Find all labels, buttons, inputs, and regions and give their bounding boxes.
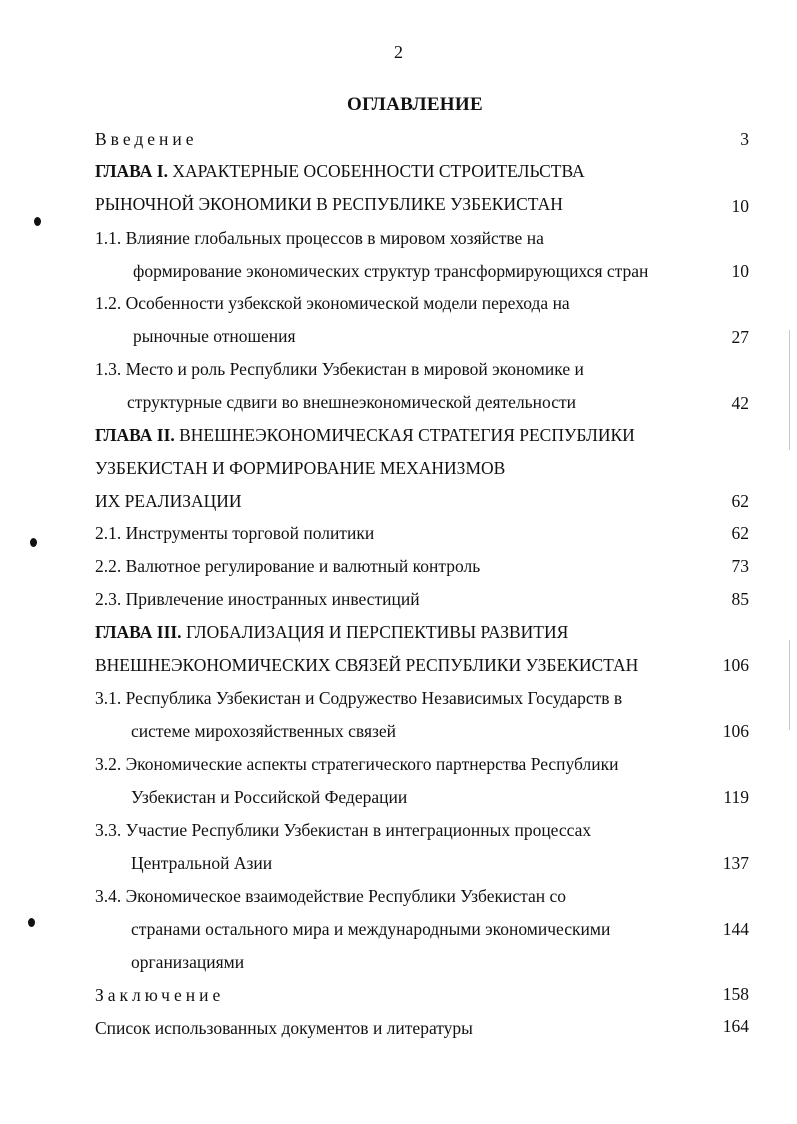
toc-section-3-2-line1: 3.2. Экономические аспекты стратегического партнерства Республики [95, 754, 619, 774]
toc-section-3-2-page: 119 [723, 787, 749, 807]
toc-section-2-2: 2.2. Валютное регулирование и валютный контроль [95, 556, 481, 576]
toc-section-3-3-line1: 3.3. Участие Республики Узбекистан в интеграционных процессах [95, 820, 592, 840]
toc-chapter-3-line1 [95, 621, 568, 643]
toc-chapter-2-line1 [95, 424, 635, 446]
toc-section-2-3-page: 85 [731, 589, 749, 609]
toc-chapter-2-prefix: ГЛАВА II. [95, 425, 175, 445]
toc-intro-page: 3 [740, 129, 749, 149]
binder-hole-mark [30, 538, 37, 547]
toc-section-3-1-page: 106 [722, 721, 749, 741]
toc-section-3-4-line2: странами остального мира и международными экономическими [131, 919, 611, 939]
toc-chapter-1-title: ХАРАКТЕРНЫЕ ОСОБЕННОСТИ СТРОИТЕЛЬСТВА [167, 161, 585, 181]
toc-section-1-3-page: 42 [731, 393, 749, 413]
toc-chapter-2-line3: ИХ РЕАЛИЗАЦИИ [95, 491, 242, 511]
toc-section-1-2-line1: 1.2. Особенности узбекской экономической модели перехода на [95, 293, 570, 313]
toc-chapter-1-page: 10 [731, 196, 749, 216]
toc-section-1-3-line1: 1.3. Место и роль Республики Узбекистан в мировой экономике и [95, 359, 584, 379]
toc-chapter-3-line2: ВНЕШНЕЭКОНОМИЧЕСКИХ СВЯЗЕЙ РЕСПУБЛИКИ УЗБЕКИСТАН [95, 655, 639, 675]
toc-section-2-1-page: 62 [731, 523, 749, 543]
toc-intro-label: Введение [95, 129, 198, 149]
toc-conclusion-label: Заключение [95, 985, 225, 1005]
toc-chapter-3-prefix: ГЛАВА III. [95, 622, 182, 642]
toc-references-page: 164 [722, 1016, 749, 1036]
margin-scan-line [789, 330, 790, 450]
toc-section-3-1-line2: системе мирохозяйственных связей [131, 721, 397, 741]
toc-chapter-1-prefix: ГЛАВА I. [95, 161, 168, 181]
toc-section-1-1-line1: 1.1. Влияние глобальных процессов в мировом хозяйстве на [95, 228, 544, 248]
toc-chapter-1-line1 [95, 160, 585, 182]
toc-section-1-2-line2: рыночные отношения [133, 326, 296, 346]
toc-chapter-3-page: 106 [722, 655, 749, 675]
toc-section-3-1-line1: 3.1. Республика Узбекистан и Содружество Независимых Государств в [95, 688, 623, 708]
toc-chapter-2-page: 62 [731, 491, 749, 511]
toc-section-2-3: 2.3. Привлечение иностранных инвестиций [95, 589, 420, 609]
toc-references-label: Список использованных документов и литературы [95, 1018, 473, 1038]
toc-section-3-4-line1: 3.4. Экономическое взаимодействие Республики Узбекистан со [95, 886, 566, 906]
toc-section-3-2-line2: Узбекистан и Российской Федерации [131, 787, 408, 807]
toc-title: ОГЛАВЛЕНИЕ [347, 94, 483, 115]
toc-section-1-1-line2: формирование экономических структур трансформирующихся стран [133, 261, 649, 281]
toc-chapter-3-title: ГЛОБАЛИЗАЦИЯ И ПЕРСПЕКТИВЫ РАЗВИТИЯ [181, 622, 569, 642]
page-number: 2 [394, 42, 403, 62]
toc-section-2-1: 2.1. Инструменты торговой политики [95, 523, 375, 543]
toc-chapter-2-title: ВНЕШНЕЭКОНОМИЧЕСКАЯ СТРАТЕГИЯ РЕСПУБЛИКИ [174, 425, 635, 445]
toc-section-3-3-page: 137 [722, 853, 749, 873]
toc-chapter-1-line2: РЫНОЧНОЙ ЭКОНОМИКИ В РЕСПУБЛИКЕ УЗБЕКИСТАН [95, 194, 563, 214]
margin-scan-line [789, 640, 790, 730]
toc-chapter-2-line2: УЗБЕКИСТАН И ФОРМИРОВАНИЕ МЕХАНИЗМОВ [95, 458, 506, 478]
binder-hole-mark [28, 918, 35, 927]
toc-section-3-4-page: 144 [722, 919, 749, 939]
toc-section-1-3-line2: структурные сдвиги во внешнеэкономической деятельности [127, 392, 576, 412]
toc-section-1-1-page: 10 [731, 261, 749, 281]
toc-conclusion-page: 158 [722, 984, 749, 1004]
toc-section-3-4-line3: организациями [131, 952, 245, 972]
toc-section-3-3-line2: Центральной Азии [131, 853, 273, 873]
toc-section-2-2-page: 73 [731, 556, 749, 576]
binder-hole-mark [34, 217, 41, 226]
toc-section-1-2-page: 27 [731, 327, 749, 347]
